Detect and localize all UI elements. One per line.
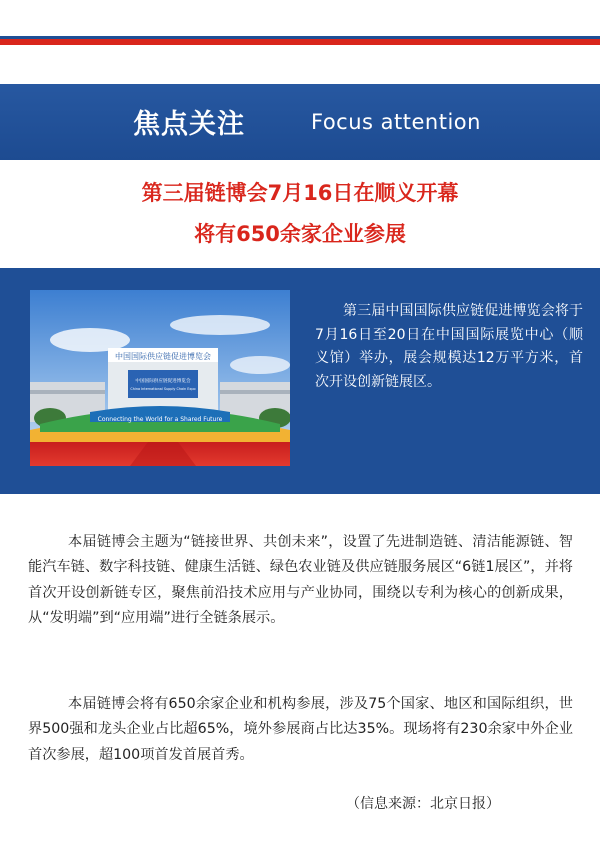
garden-slogan: Connecting the World for a Shared Future bbox=[97, 416, 223, 423]
body-paragraph-1: 本届链博会主题为“链接世界、共创未来”，设置了先进制造链、清洁能源链、智能汽车链、数字科技链、健康生活链、绿色农业链及供应链服务展区“6链1展区”，并将首次开设创新链专区，聚焦前沿技术应用与产业协同，围绕以专利为核心的创新成果，从“发明端”到“应用端”进行全链条展示。 bbox=[28, 534, 573, 627]
headline-line-2: 将有650余家企业参展 bbox=[194, 222, 406, 246]
expo-venue-photo bbox=[30, 290, 290, 466]
intro-box bbox=[0, 268, 600, 494]
section-banner bbox=[0, 84, 600, 160]
top-rule-red bbox=[0, 39, 600, 45]
venue-screen-cn: 中国国际供应链促进博览会 bbox=[135, 379, 191, 384]
intro-text: 第三届中国国际供应链促进博览会将于7月16日至20日在中国国际展览中心（顺义馆）举办，展会规模达12万平方米，首次开设创新链展区。 bbox=[315, 303, 583, 390]
venue-sign-title: 中国国际供应链促进博览会 bbox=[115, 352, 211, 361]
body-paragraph-2: 本届链博会将有650余家企业和机构参展，涉及75个国家、地区和国际组织，世界500强和龙头企业占比超65%，境外参展商占比达35%。现场将有230余家中外企业首次参展，超100项首发首展首秀。 bbox=[28, 696, 573, 763]
venue-screen-en: China International Supply Chain Expo bbox=[130, 387, 196, 391]
source-credit: （信息来源：北京日报） bbox=[346, 796, 500, 812]
banner-title-cn: 焦点关注 bbox=[133, 109, 245, 140]
banner-title-en: Focus attention bbox=[311, 110, 481, 134]
headline-line-1: 第三届链博会7月16日在顺义开幕 bbox=[141, 181, 459, 205]
